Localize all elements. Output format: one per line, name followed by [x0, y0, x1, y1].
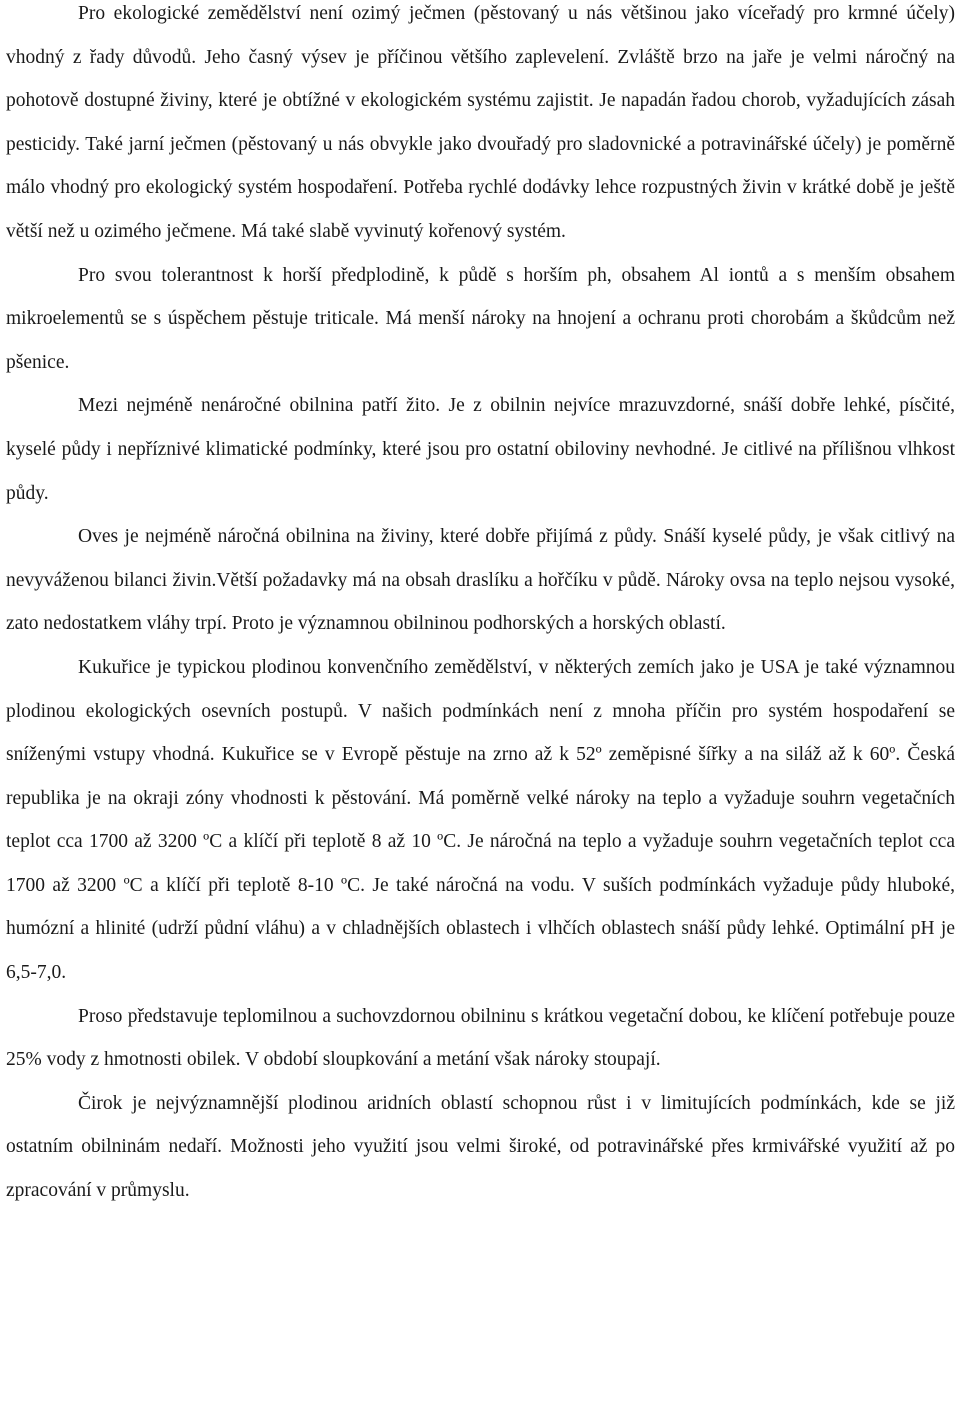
paragraph-triticale: Pro svou tolerantnost k horší předplodině, k půdě s horším ph, obsahem Al iontů a s menším obsahem mikroelementů se s úspěchem pěstuje triticale. Má menší nároky na hnojení a ochranu proti chorobám a škůdcům než pšenice.	[6, 264, 955, 373]
paragraph-barley: Pro ekologické zemědělství není ozimý ječmen (pěstovaný u nás většinou jako víceřadý pro krmné účely) vhodný z řady důvodů. Jeho časný výsev je příčinou většího zaplevelení. Zvláště brzo na jaře je velmi náročný na pohotově dostupné živiny, které je obtížné v ekologickém systému zajistit. Je napadán řadou chorob, vyžadujících zásah pesticidy. Také jarní ječmen (pěstovaný u nás obvykle jako dvouřadý pro sladovnické a potravinářské účely) je poměrně málo vhodný pro ekologický systém hospodaření. Potřeba rychlé dodávky lehce rozpustných živin v krátké době je ještě větší než u ozimého ječmene. Má také slabě vyvinutý kořenový systém.	[6, 3, 955, 242]
paragraph-rye: Mezi nejméně nenáročné obilnina patří žito. Je z obilnin nejvíce mrazuvzdorné, snáší dobře lehké, písčité, kyselé půdy i nepříznivé klimatické podmínky, které jsou pro ostatní obiloviny nevhodné. Je citlivé na přílišnou vlhkost půdy.	[6, 395, 955, 504]
paragraph-maize: Kukuřice je typickou plodinou konvenčního zemědělství, v některých zemích jako je USA je také významnou plodinou ekologických osevních postupů. V našich podmínkách není z mnoha příčin pro systém hospodaření se sníženými vstupy vhodná. Kukuřice se v Evropě pěstuje na zrno až k 52º zeměpisné šířky a na siláž až k 60º. Česká republika je na okraji zóny vhodnosti k pěstování. Má poměrně velké nároky na teplo a vyžaduje souhrn vegetačních teplot cca 1700 až 3200 ºC a klíčí při teplotě 8 až 10 ºC. Je náročná na teplo a vyžaduje souhrn vegetačních teplot cca 1700 až 3200 ºC a klíčí při teplotě 8-10 ºC. Je také náročná na vodu. V suších podmínkách vyžaduje půdy hluboké, humózní a hlinité (udrží půdní vláhu) a v chladnějších oblastech i vlhčích oblastech snáší půdy lehké. Optimální pH je 6,5-7,0.	[6, 656, 955, 984]
paragraph-oats: Oves je nejméně náročná obilnina na živiny, které dobře přijímá z půdy. Snáší kyselé půdy, je však citlivý na nevyváženou bilanci živin.Větší požadavky má na obsah draslíku a hořčíku v půdě. Nároky ovsa na teplo nejsou vysoké, zato nedostatkem vláhy trpí. Proto je významnou obilninou podhorských a horských oblastí.	[6, 526, 955, 635]
paragraph-millet: Proso představuje teplomilnou a suchovzdornou obilninu s krátkou vegetační dobou, ke klíčení potřebuje pouze 25% vody z hmotnosti obilek. V období sloupkování a metání však nároky stoupají.	[6, 1005, 955, 1071]
paragraph-sorghum: Čirok je nejvýznamnější plodinou aridních oblastí schopnou růst i v limitujících podmínkách, kde se již ostatním obilninám nedaří. Možnosti jeho využití jsou velmi široké, od potravinářské přes krmivářské využití až po zpracování v průmyslu.	[6, 1092, 955, 1202]
document-page	[6, 0, 955, 1213]
